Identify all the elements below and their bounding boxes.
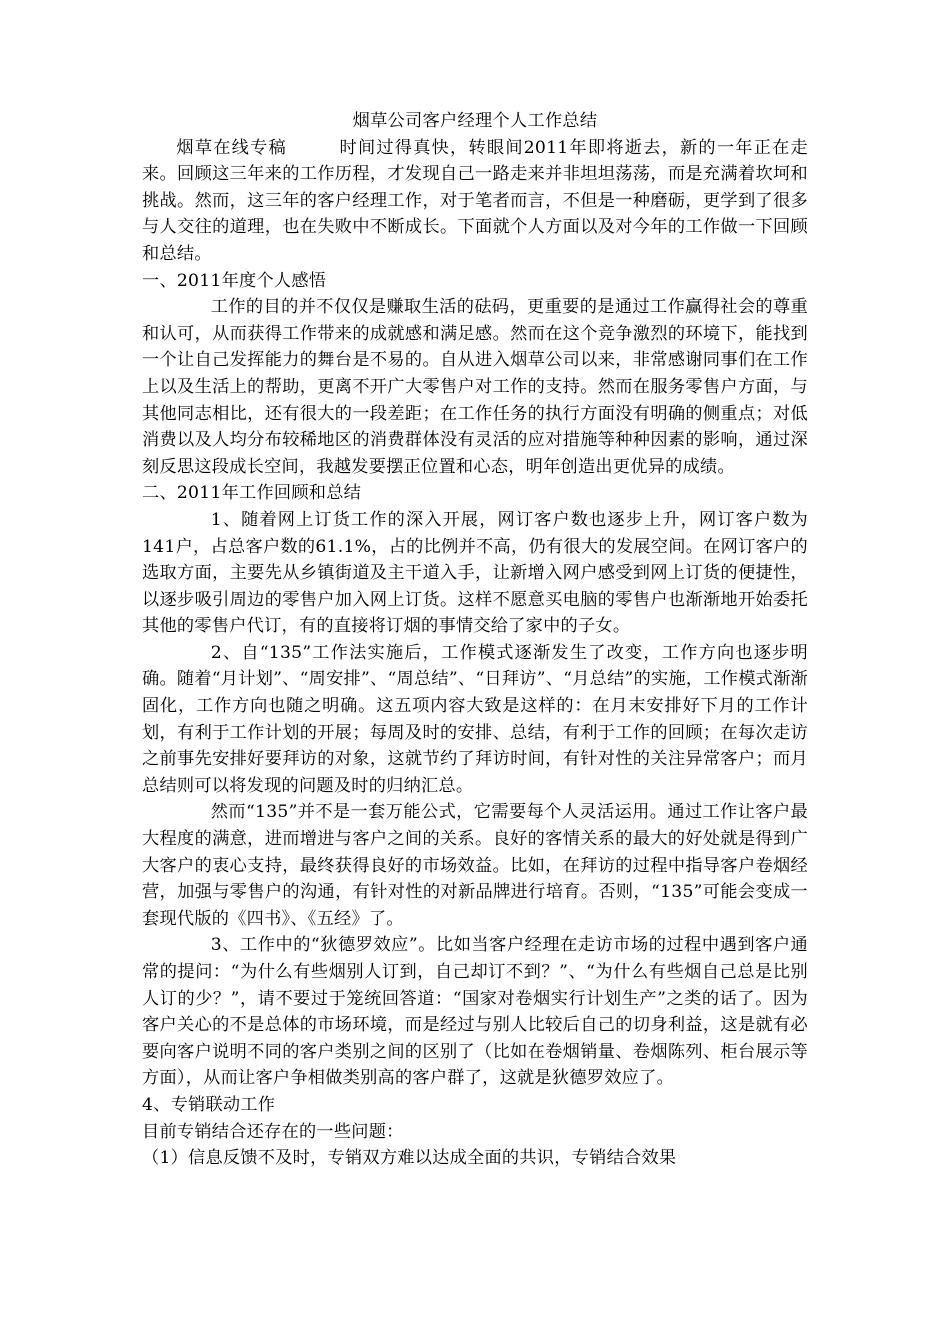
intro-source: 烟草在线专稿 (176, 137, 287, 158)
item-4-subheading: 目前专销结合还存在的一些问题： (142, 1121, 404, 1142)
section-2-heading: 二、2011年工作回顾和总结 (142, 483, 362, 504)
item-2-paragraph: 2、自“135”工作法实施后，工作模式逐渐发生了改变，工作方向也逐步明确。随着“月计划”、“周安排”、“周总结”、“日拜访”、“月总结”的实施，工作模式渐渐固化，工作方向也随之明确。这五项内容大致是这样的：在月末安排好下月的工作计划，有利于工作计划的开展；每周及时的安排、总结，有利于工作的回顾；在每次走访之前事先安排好要拜访的对象，这就节约了拜访时间，有针对性的关注异常客户；而月总结则可以将发现的问题及时的归纳汇总。 (142, 642, 808, 796)
section-1-heading: 一、2011年度个人感悟 (142, 270, 327, 291)
intro-paragraph (142, 135, 808, 268)
item-2-continuation: 然而“135”并不是一套万能公式，它需要每个人灵活运用。通过工作让客户最大程度的满意，进而增进与客户之间的关系。良好的客情关系的最大的好处就是得到广大客户的衷心支持，最终获得良好的市场效益。比如，在拜访的过程中指导客户卷烟经营，加强与零售户的沟通，有针对性的对新品牌进行培育。否则，“135”可能会变成一套现代版的《四书》、《五经》了。 (142, 802, 808, 929)
item-4-point-1: （1）信息反馈不及时，专销双方难以达成全面的共识，专销结合效果 (142, 1148, 677, 1169)
intro-text: 时间过得真快，转眼间2011年即将逝去，新的一年正在走来。回顾这三年来的工作历程，才发现自己一路走来并非坦坦荡荡，而是充满着坎坷和挑战。然而，这三年的客户经理工作，对于笔者而言，不但是一种磨砺，更学到了很多与人交往的道理，也在失败中不断成长。下面就个人方面以及对今年的工作做一下回顾和总结。 (142, 137, 808, 264)
item-3-paragraph: 3、工作中的“狄德罗效应”。比如当客户经理在走访市场的过程中遇到客户通常的提问：“为什么有些烟别人订到，自己却订不到？”、“为什么有些烟自己总是比别人订的少？”，请不要过于笼统回答道：“国家对卷烟实行计划生产”之类的话了。因为客户关心的不是总体的市场环境，而是经过与别人比较后自己的切身利益，这是就有必要向客户说明不同的客户类别之间的区别了（比如在卷烟销量、卷烟陈列、柜台展示等方面），从而让客户争相做类别高的客户群了，这就是狄德罗效应了。 (142, 935, 808, 1089)
document-title: 烟草公司客户经理个人工作总结 (352, 111, 598, 131)
section-1-body: 工作的目的并不仅仅是赚取生活的砝码，更重要的是通过工作赢得社会的尊重和认可，从而获得工作带来的成就感和满足感。然而在这个竞争激烈的环境下，能找到一个让自己发挥能力的舞台是不易的。自从进入烟草公司以来，非常感谢同事们在工作上以及生活上的帮助，更离不开广大零售户对工作的支持。然而在服务零售户方面，与其他同志相比，还有很大的一段差距；在工作任务的执行方面没有明确的侧重点；对低消费以及人均分布较稀地区的消费群体没有灵活的应对措施等种种因素的影响，通过深刻反思这段成长空间，我越发要摆正位置和心态，明年创造出更优异的成绩。 (142, 297, 808, 477)
item-4-heading: 4、专销联动工作 (142, 1094, 276, 1115)
document-body (142, 108, 808, 1172)
item-1-paragraph: 1、随着网上订货工作的深入开展，网订客户数也逐步上升，网订客户数为141户，占总客户数的61.1%，占的比例并不高，仍有很大的发展空间。在网订客户的选取方面，主要先从乡镇街道及主干道入手，让新增入网户感受到网上订货的便捷性，以逐步吸引周边的零售户加入网上订货。这样不愿意买电脑的零售户也渐渐地开始委托其他的零售户代订，有的直接将订烟的事情交给了家中的子女。 (142, 509, 808, 637)
